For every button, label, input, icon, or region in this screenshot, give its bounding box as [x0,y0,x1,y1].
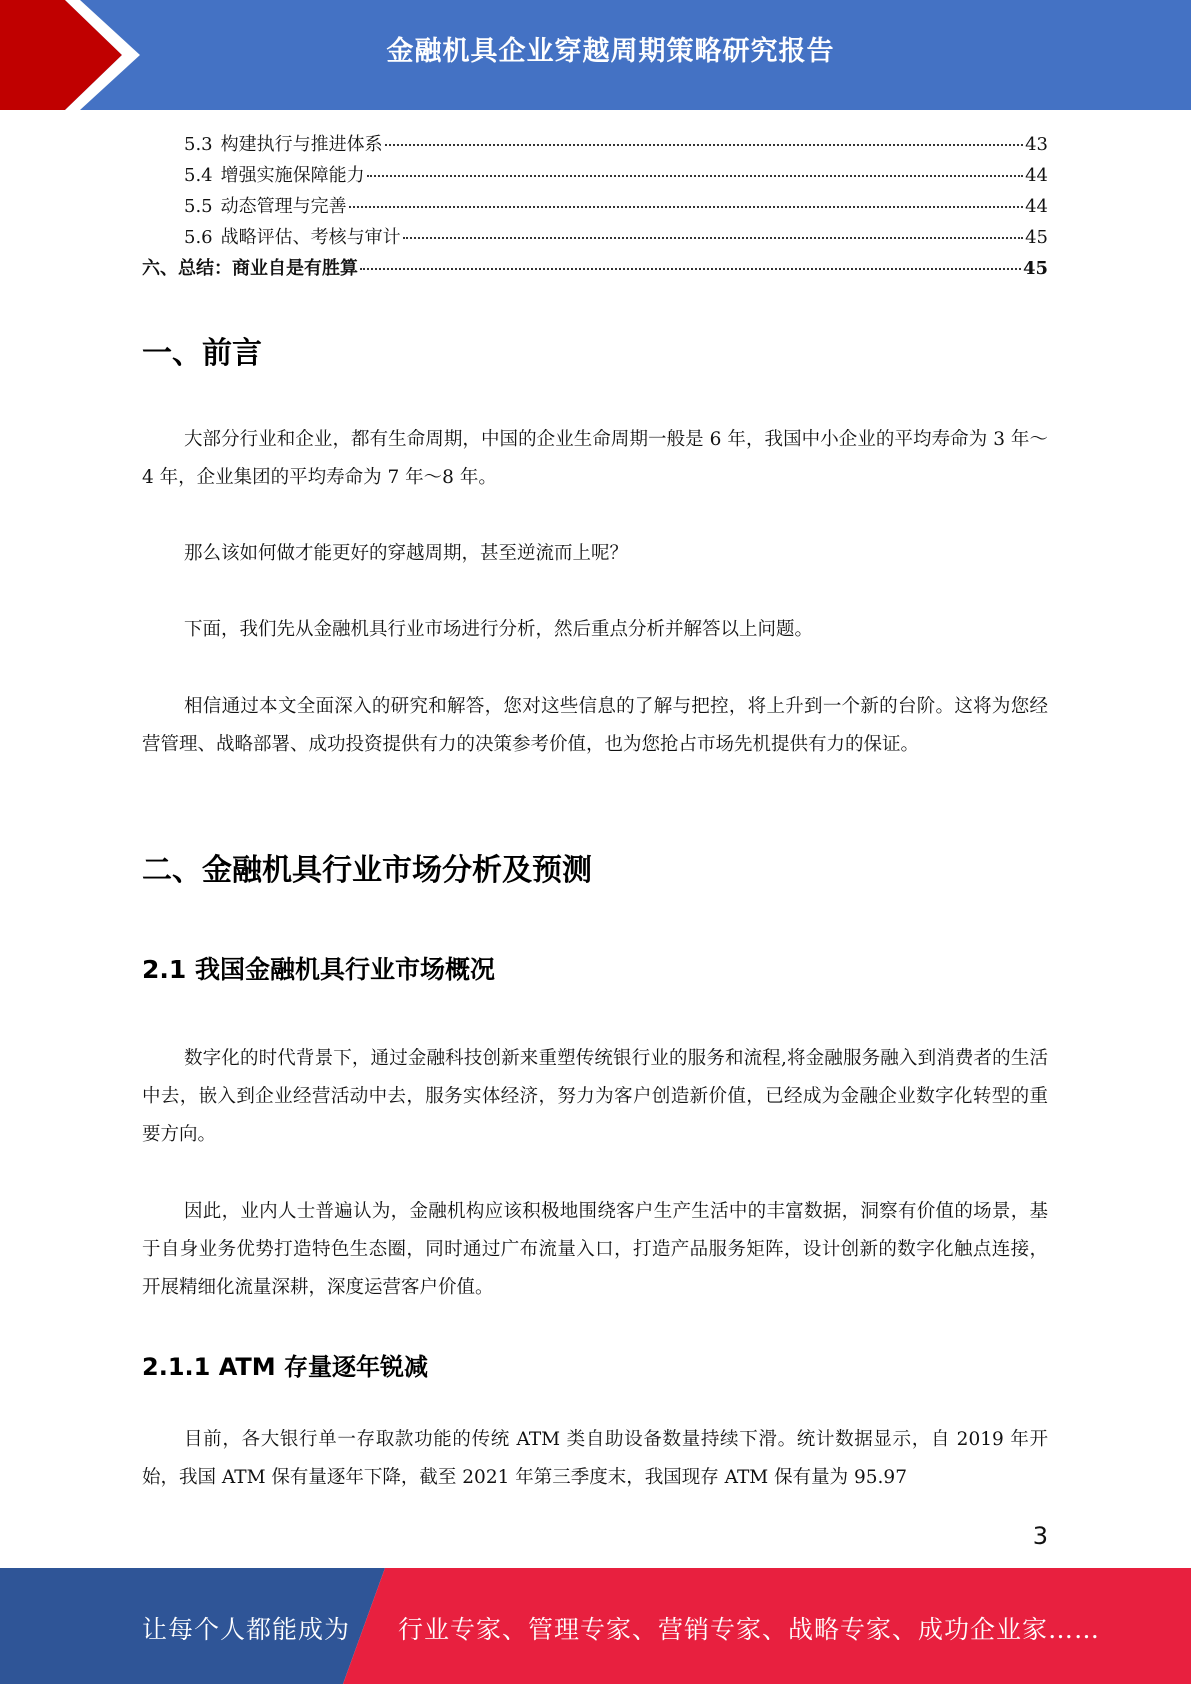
header-title: 金融机具企业穿越周期策略研究报告 [386,36,835,67]
body-paragraph: 因此，业内人士普遍认为，金融机构应该积极地围绕客户生产生活中的丰富数据，洞察有价值的场景，基于自身业务优势打造特色生态圈，同时通过广布流量入口，打造产品服务矩阵，设计创新的数字化触点连接，开展精细化流量深耕，深度运营客户价值。 [142,1201,1048,1298]
footer-slogan-right: 行业专家、管理专家、营销专家、战略专家、成功企业家…… [398,1615,1101,1644]
section-heading-preface: 一、前言 [142,336,262,371]
toc-entry-number: 5.3 [184,134,213,155]
toc-entry-title: 动态管理与完善 [220,196,347,217]
toc-dot-leader [360,267,1021,270]
body-paragraph: 大部分行业和企业，都有生命周期，中国的企业生命周期一般是 6 年，我国中小企业的平均寿命为 3 年～4 年，企业集团的平均寿命为 7 年～8 年。 [142,429,1048,488]
toc-entry-page: 44 [1025,196,1048,217]
toc-entry-title: 战略评估、考核与审计 [220,227,401,248]
toc-entry[interactable] [142,223,1048,254]
section-heading-market: 二、金融机具行业市场分析及预测 [142,853,592,888]
toc-entry-title: 构建执行与推进体系 [220,134,383,155]
toc-entry-page: 45 [1025,227,1048,248]
page-number: 3 [1032,1522,1048,1550]
toc-entry-title: 增强实施保障能力 [220,165,365,186]
toc-entry-page: 45 [1022,258,1048,279]
table-of-contents [142,130,1048,285]
toc-entry-number: 5.6 [184,227,213,248]
footer-slogan-left: 让每个人都能成为 [142,1615,351,1644]
toc-entry-title: 六、总结：商业自是有胜算 [142,258,358,279]
subsection-heading-atm: 2.1.1 ATM 存量逐年锐减 [142,1353,429,1381]
toc-dot-leader [367,174,1023,177]
body-paragraph: 数字化的时代背景下，通过金融科技创新来重塑传统银行业的服务和流程,将金融服务融入到消费者的生活中去，嵌入到企业经营活动中去，服务实体经济，努力为客户创造新价值，已经成为金融企业数字化转型的重要方向。 [142,1048,1048,1145]
toc-entry[interactable] [142,161,1048,192]
toc-entry-page: 43 [1025,134,1048,155]
toc-entry-number: 5.4 [184,165,213,186]
toc-entry-chapter[interactable] [142,254,1048,285]
toc-dot-leader [403,236,1023,239]
toc-dot-leader [349,205,1023,208]
body-paragraph: 目前，各大银行单一存取款功能的传统 ATM 类自助设备数量持续下滑。统计数据显示，自 2019 年开始，我国 ATM 保有量逐年下降，截至 2021 年第三季度末，我国现存 ATM 保有量为 95.97 [142,1429,1048,1488]
toc-entry-page: 44 [1025,165,1048,186]
toc-entry[interactable] [142,130,1048,161]
subsection-heading-overview: 2.1 我国金融机具行业市场概况 [142,955,495,984]
body-paragraph: 下面，我们先从金融机具行业市场进行分析，然后重点分析并解答以上问题。 [184,619,814,640]
page-footer [0,1568,1191,1684]
toc-dot-leader [385,143,1023,146]
body-paragraph: 相信通过本文全面深入的研究和解答，您对这些信息的了解与把控，将上升到一个新的台阶。这将为您经营管理、战略部署、成功投资提供有力的决策参考价值，也为您抢占市场先机提供有力的保证。 [142,696,1048,755]
toc-entry[interactable] [142,192,1048,223]
body-paragraph: 那么该如何做才能更好的穿越周期，甚至逆流而上呢？ [184,543,629,564]
toc-entry-number: 5.5 [184,196,213,217]
page-header [0,0,1191,110]
